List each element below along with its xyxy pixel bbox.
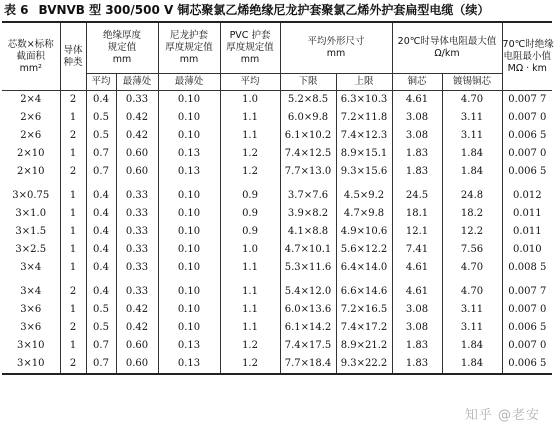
table-cell: 24.5 (392, 187, 442, 205)
table-cell: 0.10 (158, 241, 220, 259)
table-cell: 3×4 (2, 283, 60, 301)
table-cell: 0.007 0 (502, 109, 552, 127)
watermark: 知乎 @老安 (464, 408, 540, 423)
table-cell: 2 (60, 91, 86, 110)
table-cell: 3×10 (2, 355, 60, 374)
table-cell: 0.60 (116, 145, 158, 163)
table-cell: 3×10 (2, 337, 60, 355)
header-cores-area: 芯数×标称 截面积 mm² (2, 22, 60, 91)
table-cell: 0.007 7 (502, 91, 552, 110)
table-row (2, 205, 552, 223)
header-conductor-resistance: 20℃时导体电阻最大值 Ω/km (392, 22, 502, 74)
table-cell: 0.5 (86, 127, 116, 145)
table-cell: 0.4 (86, 241, 116, 259)
table-cell: 0.13 (158, 337, 220, 355)
table-cell: 18.2 (442, 205, 502, 223)
table-cell: 3×6 (2, 301, 60, 319)
table-cell: 1.1 (220, 283, 280, 301)
table-cell: 0.7 (86, 145, 116, 163)
table-row (2, 259, 552, 277)
table-cell: 7.4×12.5 (280, 145, 336, 163)
header-insulation: 绝缘厚度 规定值 mm (86, 22, 158, 74)
header-nylon: 尼龙护套 厚度规定值 mm (158, 22, 220, 74)
table-cell: 0.42 (116, 301, 158, 319)
table-cell: 3.11 (442, 319, 502, 337)
table-cell: 0.007 0 (502, 301, 552, 319)
table-cell: 1.1 (220, 127, 280, 145)
table-cell: 4.70 (442, 91, 502, 110)
table-cell: 0.7 (86, 163, 116, 181)
table-cell: 0.7 (86, 355, 116, 374)
table-cell: 6.1×10.2 (280, 127, 336, 145)
table-cell: 3×4 (2, 259, 60, 277)
table-cell: 0.33 (116, 187, 158, 205)
table-cell: 0.10 (158, 205, 220, 223)
table-row (2, 91, 552, 110)
table-cell: 0.7 (86, 337, 116, 355)
table-cell: 0.006 5 (502, 319, 552, 337)
table-cell: 1 (60, 109, 86, 127)
subheader-nylon-thinnest: 最薄处 (158, 74, 220, 91)
table-cell: 0.10 (158, 301, 220, 319)
subheader-copper: 铜芯 (392, 74, 442, 91)
table-cell: 2 (60, 355, 86, 374)
subheader-upper: 上限 (336, 74, 392, 91)
table-cell: 1 (60, 145, 86, 163)
table-cell: 0.60 (116, 163, 158, 181)
table-cell: 4.61 (392, 91, 442, 110)
table-cell: 0.008 5 (502, 259, 552, 277)
table-cell: 6.0×13.6 (280, 301, 336, 319)
table-cell: 0.60 (116, 355, 158, 374)
table-cell: 0.10 (158, 187, 220, 205)
table-cell: 0.4 (86, 259, 116, 277)
table-cell: 0.10 (158, 259, 220, 277)
table-row (2, 241, 552, 259)
table-cell: 0.13 (158, 355, 220, 374)
table-cell: 18.1 (392, 205, 442, 223)
table-cell: 0.10 (158, 223, 220, 241)
table-cell: 0.33 (116, 91, 158, 110)
table-cell: 6.6×14.6 (336, 283, 392, 301)
cable-spec-table (2, 21, 552, 375)
table-cell: 0.60 (116, 337, 158, 355)
table-row (2, 301, 552, 319)
table-row (2, 163, 552, 181)
table-cell: 1.83 (392, 163, 442, 181)
table-cell: 3.9×8.2 (280, 205, 336, 223)
table-cell: 1.84 (442, 163, 502, 181)
table-number: 表 6 (4, 3, 29, 17)
table-row (2, 337, 552, 355)
table-cell: 0.33 (116, 241, 158, 259)
table-cell: 0.9 (220, 205, 280, 223)
table-cell: 0.4 (86, 187, 116, 205)
subheader-thinnest: 最薄处 (116, 74, 158, 91)
table-cell: 0.006 5 (502, 127, 552, 145)
table-cell: 5.2×8.5 (280, 91, 336, 110)
table-cell: 0.006 5 (502, 355, 552, 374)
table-cell: 0.9 (220, 223, 280, 241)
table-cell: 6.3×10.3 (336, 91, 392, 110)
table-cell: 0.42 (116, 319, 158, 337)
table-cell: 0.42 (116, 127, 158, 145)
table-cell: 2×6 (2, 109, 60, 127)
table-cell: 2 (60, 319, 86, 337)
table-cell: 7.2×11.8 (336, 109, 392, 127)
table-cell: 7.2×16.5 (336, 301, 392, 319)
table-cell: 6.1×14.2 (280, 319, 336, 337)
table-cell: 0.9 (220, 187, 280, 205)
table-cell: 0.10 (158, 109, 220, 127)
table-cell: 2×10 (2, 145, 60, 163)
table-cell: 0.10 (158, 91, 220, 110)
table-cell: 8.9×21.2 (336, 337, 392, 355)
table-cell: 0.007 7 (502, 283, 552, 301)
table-cell: 2×10 (2, 163, 60, 181)
table-cell: 4.70 (442, 283, 502, 301)
table-cell: 1 (60, 205, 86, 223)
table-cell: 0.007 0 (502, 337, 552, 355)
table-body (2, 91, 552, 375)
table-cell: 1 (60, 337, 86, 355)
table-cell: 0.13 (158, 145, 220, 163)
table-cell: 0.4 (86, 205, 116, 223)
table-cell: 1 (60, 259, 86, 277)
table-cell: 3.08 (392, 127, 442, 145)
table-row (2, 223, 552, 241)
subheader-pvc-average: 平均 (220, 74, 280, 91)
table-cell: 0.011 (502, 205, 552, 223)
subheader-tinned-copper: 镀锡铜芯 (442, 74, 502, 91)
table-cell: 12.1 (392, 223, 442, 241)
table-cell: 1.2 (220, 163, 280, 181)
table-cell: 6.0×9.8 (280, 109, 336, 127)
table-cell: 4.61 (392, 283, 442, 301)
table-cell: 1.83 (392, 145, 442, 163)
table-row (2, 127, 552, 145)
table-row (2, 187, 552, 205)
table-cell: 0.4 (86, 283, 116, 301)
header-outer-dimensions: 平均外形尺寸 mm (280, 22, 392, 74)
table-cell: 1 (60, 301, 86, 319)
table-cell: 1 (60, 187, 86, 205)
table-cell: 0.33 (116, 283, 158, 301)
table-cell: 9.3×15.6 (336, 163, 392, 181)
table-cell: 0.33 (116, 259, 158, 277)
table-row (2, 355, 552, 374)
table-cell: 1.1 (220, 259, 280, 277)
table-cell: 4.7×10.1 (280, 241, 336, 259)
table-cell: 0.4 (86, 91, 116, 110)
table-cell: 0.5 (86, 301, 116, 319)
table-cell: 2 (60, 127, 86, 145)
table-cell: 24.8 (442, 187, 502, 205)
table-cell: 7.41 (392, 241, 442, 259)
table-cell: 5.6×12.2 (336, 241, 392, 259)
table-cell: 0.33 (116, 223, 158, 241)
table-cell: 1.84 (442, 145, 502, 163)
table-cell: 0.10 (158, 283, 220, 301)
table-cell: 1.84 (442, 355, 502, 374)
table-cell: 3×6 (2, 319, 60, 337)
table-cell: 0.011 (502, 223, 552, 241)
table-cell: 4.61 (392, 259, 442, 277)
table-cell: 7.4×17.5 (280, 337, 336, 355)
table-cell: 1.2 (220, 355, 280, 374)
table-row (2, 109, 552, 127)
subheader-average: 平均 (86, 74, 116, 91)
table-cell: 4.7×9.8 (336, 205, 392, 223)
table-cell: 3×2.5 (2, 241, 60, 259)
table-cell: 0.010 (502, 241, 552, 259)
table-cell: 3×1.0 (2, 205, 60, 223)
table-cell: 3.7×7.6 (280, 187, 336, 205)
table-cell: 4.1×8.8 (280, 223, 336, 241)
table-cell: 7.4×17.2 (336, 319, 392, 337)
table-cell: 9.3×22.2 (336, 355, 392, 374)
table-cell: 12.2 (442, 223, 502, 241)
table-cell: 1.1 (220, 109, 280, 127)
table-cell: 7.7×18.4 (280, 355, 336, 374)
table-cell: 3.08 (392, 301, 442, 319)
table-cell: 1 (60, 241, 86, 259)
table-cell: 1 (60, 223, 86, 241)
table-cell: 7.7×13.0 (280, 163, 336, 181)
table-cell: 2 (60, 283, 86, 301)
table-cell: 5.4×12.0 (280, 283, 336, 301)
table-title (4, 1, 550, 19)
table-cell: 8.9×15.1 (336, 145, 392, 163)
table-cell: 0.42 (116, 109, 158, 127)
table-cell: 0.5 (86, 319, 116, 337)
table-cell: 7.4×12.3 (336, 127, 392, 145)
table-cell: 1.1 (220, 301, 280, 319)
table-cell: 0.4 (86, 223, 116, 241)
table-cell: 2×4 (2, 91, 60, 110)
table-cell: 3×0.75 (2, 187, 60, 205)
table-cell: 1.2 (220, 145, 280, 163)
header-insulation-resistance: 70℃时绝缘 电阻最小值 MΩ · km (502, 22, 552, 91)
table-caption: BVNVB 型 300/500 V 铜芯聚氯乙烯绝缘尼龙护套聚氯乙烯外护套扁型电缆（续） (38, 3, 490, 17)
table-row (2, 283, 552, 301)
table-cell: 6.4×14.0 (336, 259, 392, 277)
table-cell: 1.84 (442, 337, 502, 355)
table-cell: 0.10 (158, 319, 220, 337)
table-cell: 3.11 (442, 109, 502, 127)
table-cell: 3.08 (392, 109, 442, 127)
table-cell: 1.83 (392, 337, 442, 355)
table-row (2, 319, 552, 337)
table-row (2, 145, 552, 163)
table-cell: 3.11 (442, 127, 502, 145)
table-cell: 4.9×10.6 (336, 223, 392, 241)
table-cell: 0.10 (158, 127, 220, 145)
table-cell: 0.5 (86, 109, 116, 127)
table-cell: 1.0 (220, 241, 280, 259)
table-cell: 0.13 (158, 163, 220, 181)
table-cell: 2 (60, 163, 86, 181)
table-cell: 1.1 (220, 319, 280, 337)
table-cell: 4.70 (442, 259, 502, 277)
table-cell: 0.006 5 (502, 163, 552, 181)
table-cell: 5.3×11.6 (280, 259, 336, 277)
table-cell: 3.11 (442, 301, 502, 319)
table-cell: 0.33 (116, 205, 158, 223)
table-cell: 1.2 (220, 337, 280, 355)
header-conductor-type: 导体 种类 (60, 22, 86, 91)
table-cell: 3.08 (392, 319, 442, 337)
header-pvc: PVC 护套 厚度规定值 mm (220, 22, 280, 74)
table-cell: 7.56 (442, 241, 502, 259)
table-cell: 3×1.5 (2, 223, 60, 241)
table-cell: 1.0 (220, 91, 280, 110)
table-cell: 1.83 (392, 355, 442, 374)
table-cell: 4.5×9.2 (336, 187, 392, 205)
table-cell: 0.007 0 (502, 145, 552, 163)
table-cell: 0.012 (502, 187, 552, 205)
table-cell: 2×6 (2, 127, 60, 145)
subheader-lower: 下限 (280, 74, 336, 91)
